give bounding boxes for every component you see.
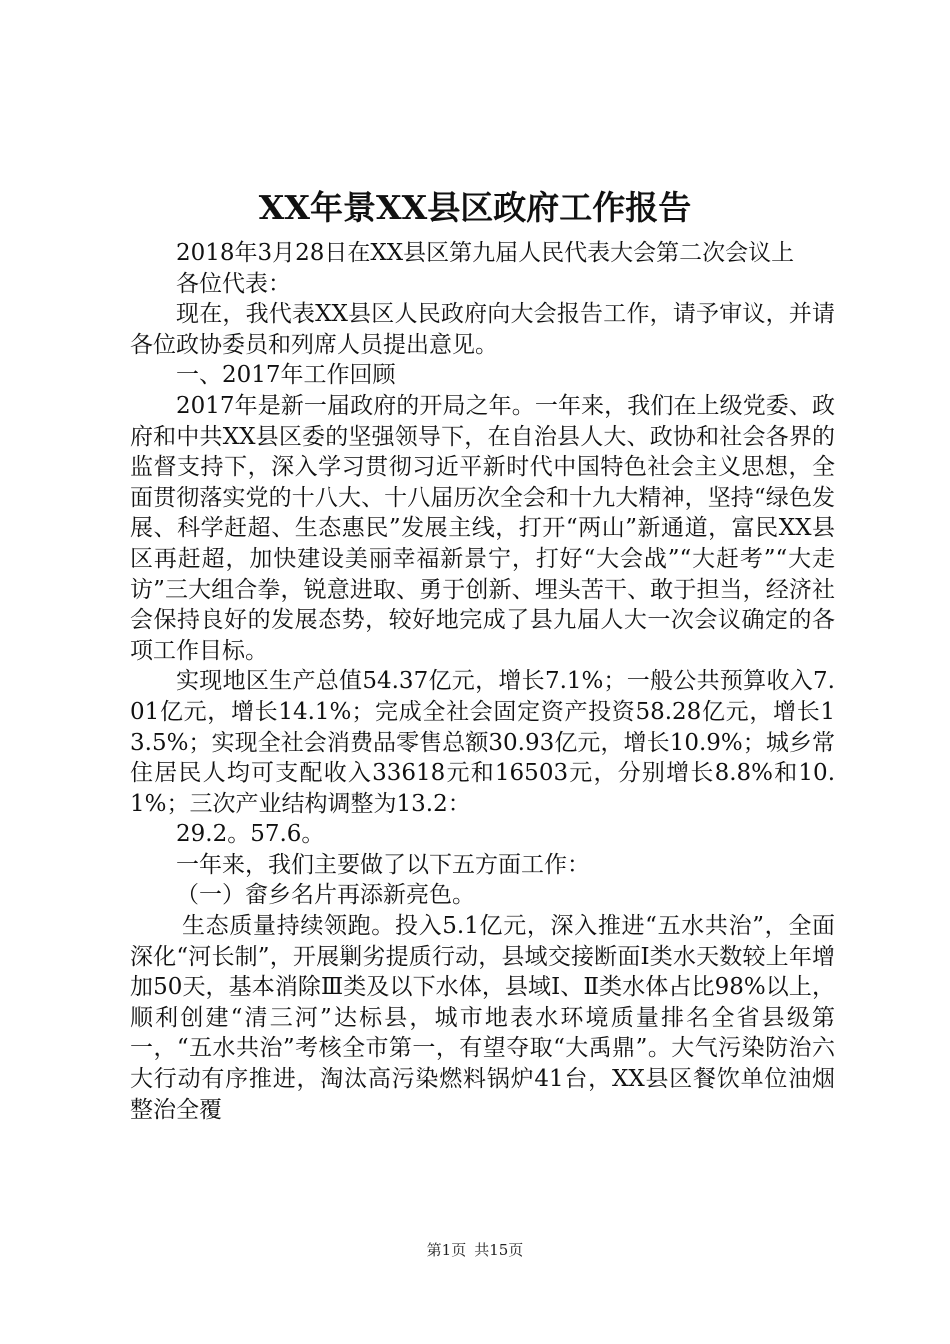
- subsection-heading-1: （一）畲乡名片再添新亮色。: [176, 882, 475, 909]
- paragraph-opening: 现在，我代表XX县区人民政府向大会报告工作，请予审议，并请各位政协委员和列席人员提出意见。: [130, 301, 835, 358]
- document-title: XX年景XX县区政府工作报告: [258, 188, 692, 227]
- document-body: [130, 238, 835, 1125]
- paragraph-statistics: 实现地区生产总值54.37亿元，增长7.1%；一般公共预算收入7.01亿元，增长14.1%；完成全社会固定资产投资58.28亿元，增长13.5%；实现全社会消费品零售总额30.93亿元，增长10.9%；城乡常住居民人均可支配收入33618元和16503元，分别增长8.8%和10.1%；三次产业结构调整为13.2：: [130, 668, 835, 817]
- page-number: 第1页: [426, 1241, 467, 1259]
- paragraph-ecology: 生态质量持续领跑。投入5.1亿元，深入推进“五水共治”，全面深化“河长制”，开展剿劣提质行动，县域交接断面Ⅰ类水天数较上年增加50天，基本消除Ⅲ类及以下水体，县域Ⅰ、Ⅱ类水体占比98%以上，顺利创建“清三河”达标县，城市地表水环境质量排名全省县级第一，“五水共治”考核全市第一，有望夺取“大禹鼎”。大气污染防治六大行动有序推进，淘汰高污染燃料锅炉41台，XX县区餐饮单位油烟整治全覆: [130, 913, 835, 1123]
- section-heading-review: 一、2017年工作回顾: [176, 362, 396, 389]
- paragraph-work-intro: 一年来，我们主要做了以下五方面工作：: [176, 851, 590, 878]
- page-total: 共15页: [474, 1241, 524, 1259]
- paragraph-overview: 2017年是新一届政府的开局之年。一年来，我们在上级党委、政府和中共XX县区委的坚强领导下，在自治县人大、政协和社会各界的监督支持下，深入学习贯彻习近平新时代中国特色社会主义思想，全面贯彻落实党的十八大、十八届历次全会和十九大精神，坚持“绿色发展、科学赶超、生态惠民”发展主线，打开“两山”新通道，富民XX县区再赶超，加快建设美丽幸福新景宁，打好“大会战”“大赶考”“大走访”三大组合拳，锐意进取、勇于创新、埋头苦干、敢于担当，经济社会保持良好的发展态势，较好地完成了县九届人大一次会议确定的各项工作目标。: [130, 392, 835, 664]
- paragraph-meeting-info: 2018年3月28日在XX县区第九届人民代表大会第二次会议上: [176, 240, 795, 266]
- paragraph-statistics-cont: 29.2。57.6。: [176, 821, 325, 848]
- paragraph-salutation: 各位代表：: [176, 270, 291, 297]
- page-footer: [0, 1240, 950, 1260]
